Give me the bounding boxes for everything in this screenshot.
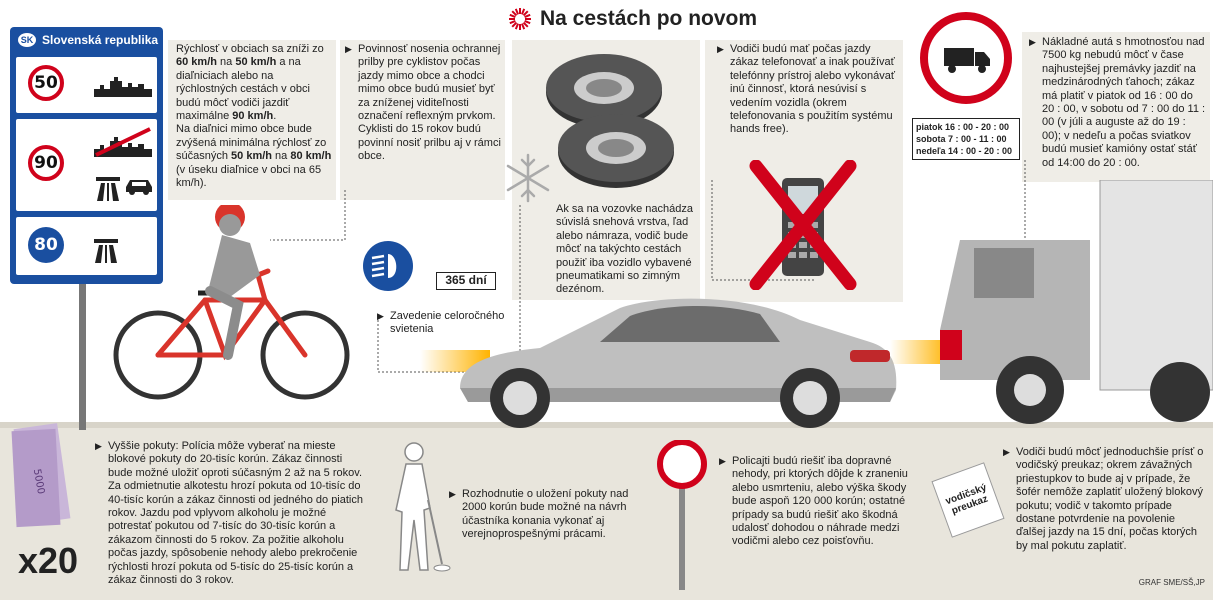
speed-rules-text: Rýchlosť v obciach sa zníži zo 60 km/h na 50 km/h a na diaľniciach alebo na rýchlostných cestách v obci budú môcť vodiči jazdiť maximálne 90 km/h. Na diaľnici mimo obce bude zvýšená minimálna rýchlosť zo súčasných 50 km/h na 80 km/h (v úseku diaľnice v obci na 65 km/h). [176, 43, 332, 190]
license-card-label: vodičský preukaz [944, 482, 990, 517]
license-text: ▶ Vodiči budú môcť jednoduchšie prísť o vodičský preukaz; okrem závažných priestupkov to bude aj v prípade, že šofér nemôže zaplatiť uložený blokový pokutu; vodič v takomto prípade dostane potvrdenie na povolenie ďalšej jazdy na 15 dní, počas ktorých by mal pokutu zaplatiť. [1016, 446, 1206, 553]
helmet-rules-text: ▶ Povinnosť nosenia ochrannej prilby pre cyklistov počas jazdy mimo obce a chodci mimo obce budú musieť byť za zníženej viditeľnosti označení reflexným prvkom. Cyklisti do 15 rokov budú povinní nosiť prilbu aj v rámci obce. [358, 43, 502, 164]
no-entry-sign-icon [656, 440, 708, 590]
speed-limit-town: 50 [28, 65, 64, 101]
car-illustration [420, 290, 920, 430]
credit: GRAF SME/SŠ,JP [1138, 578, 1205, 587]
no-trucks-sign-icon [920, 12, 1012, 104]
truck-illustration [890, 180, 1213, 430]
fines-text: ▶ Vyššie pokuty: Polícia môže vyberať na mieste blokové pokuty do 20-tisíc korún. Zákaz činnosti bude možné uložiť oproti súčasným 2 až na 5 rokov. Za odmietnutie alkotestu hrozí pokuta od 10-tisíc do 40-tisíc korún a zákaz činnosti od jedného do piatich rokov. Jazdu pod vplyvom alkoholu je možné potrestať pokutou od 7-tisíc do 30-tisíc korún a zákazom činnosti do 5 rokov. Za požitie alkoholu počas jazdy, spôsobenie nehody alebo prekročenie rýchlosti hrozí pokuta od 5-tisíc do 25-tisíc korún a zákaz činnosti do 3 rokov. [108, 440, 366, 587]
speed-limit-outside: 90 [28, 145, 64, 181]
truck-ban-times [912, 118, 1020, 160]
community-service-text: ▶ Rozhodnutie o uložení pokuty nad 2000 korún bude možné na návrh účastníka konania vykonať aj verejnoprospešnými prácami. [462, 488, 652, 542]
snowflake-icon [502, 152, 554, 204]
winter-tires-text: Ak sa na vozovke nachádza súvislá snehová vrstva, ľad alebo námraza, vodič bude môcť na takýchto cestách použiť iba vozidlo vybavené pneumatikami so zimným dezénom. [556, 203, 693, 296]
country-name: Slovenská republika [42, 33, 159, 47]
truck-ban-text: ▶ Nákladné autá s hmotnosťou nad 7500 kg nebudú môcť v čase najhustejšej premávky jazdiť na medzinárodných ťahoch; zákaz má platiť v piatok od 16 : 00 do 20 : 00, v sobotu od 7 : 00 do 11 : 00 (v júli a auguste až do 19 : 00); v nedeľu a počas sviatkov budú musieť kamióny ostať stáť od 14:00 do 20 : 00. [1042, 36, 1206, 170]
phone-ban-icon [748, 160, 858, 290]
accidents-text: ▶ Policajti budú riešiť iba dopravné nehody, pri ktorých dôjde k zraneniu alebo usmrteniu, alebo výška škody bude aspoň 120 000 korún; ostatné prípady sa budú riešiť ako škodná udalosť dohodou o náhrade medzi vodičmi alebo cez poisťovňu. [732, 455, 922, 549]
country-code-badge: SK [18, 33, 36, 47]
ban-time-saturday: sobota 7 : 00 - 11 : 00 [916, 134, 1007, 144]
ban-time-sunday: nedeľa 14 : 00 - 20 : 00 [916, 146, 1013, 156]
winter-tires-icon [540, 48, 680, 188]
fine-multiplier: x20 [18, 540, 79, 581]
community-service-icon [372, 440, 452, 580]
phone-ban-text: ▶ Vodiči budú mať počas jazdy zákaz telefonovať a inak používať telefónny prístroj alebo vykonávať inú činnosť, ktorá nesúvisí s vedením vozidla (okrem telefonovania s použitím systému hands free). [730, 43, 898, 137]
banknotes-icon [6, 422, 74, 532]
ban-time-friday: piatok 16 : 00 - 20 : 00 [916, 122, 1010, 132]
cyclist-illustration [110, 205, 350, 405]
speed-minimum: 80 [28, 227, 64, 263]
svg-text:5000: 5000 [30, 468, 47, 496]
headlight-icon [362, 240, 414, 292]
page-title: Na cestách po novom [540, 7, 758, 30]
lights-text: ▶ Zavedenie celoročného svietenia [390, 310, 510, 337]
lights-badge: 365 dní [436, 272, 496, 290]
